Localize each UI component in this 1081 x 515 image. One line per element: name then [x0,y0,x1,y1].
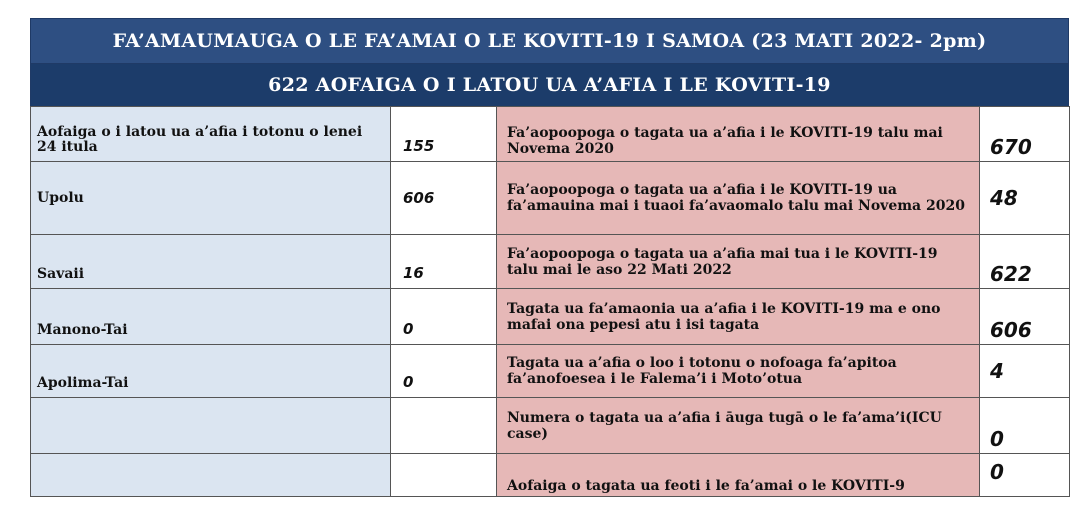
right-value: 0 [980,398,1070,454]
left-label: Manono-Tai [31,289,391,345]
left-value: 0 [391,345,497,398]
table-row [31,107,1070,162]
covid-report [30,18,1069,497]
left-label [31,454,391,497]
table-row [31,398,1070,454]
right-value: 622 [980,235,1070,289]
left-label: Aofaiga o i latou ua a’afia i totonu o lenei 24 itula [31,107,391,162]
right-value: 0 [980,454,1070,497]
left-value: 16 [391,235,497,289]
report-title: FA’AMAUMAUGA O LE FA’AMAI O LE KOVITI-19 I SAMOA (23 MATI 2022- 2pm) [30,18,1069,64]
stats-table [30,106,1070,497]
left-value: 155 [391,107,497,162]
right-label: Fa’aopoopoga o tagata ua a’afia mai tua i le KOVITI-19 talu mai le aso 22 Mati 2022 [497,235,980,289]
right-label: Fa’aopoopoga o tagata ua a’afia i le KOVITI-19 ua fa’amauina mai i tuaoi fa’avaomalo talu mai Novema 2020 [497,162,980,235]
left-label: Savaii [31,235,391,289]
table-row [31,162,1070,235]
table-row [31,235,1070,289]
left-label [31,398,391,454]
left-value: 0 [391,289,497,345]
right-value: 4 [980,345,1070,398]
right-value: 670 [980,107,1070,162]
left-label: Upolu [31,162,391,235]
left-value: 606 [391,162,497,235]
table-row [31,289,1070,345]
right-label: Tagata ua a’afia o loo i totonu o nofoaga fa’apitoa fa’anofoesea i le Falema’i i Moto’otua [497,345,980,398]
right-label: Tagata ua fa’amaonia ua a’afia i le KOVITI-19 ma e ono mafai ona pepesi atu i isi tagata [497,289,980,345]
right-value: 48 [980,162,1070,235]
right-label: Aofaiga o tagata ua feoti i le fa’amai o le KOVITI-9 [497,454,980,497]
table-row [31,454,1070,497]
report-subtitle: 622 AOFAIGA O I LATOU UA A’AFIA I LE KOVITI-19 [30,64,1069,106]
left-label: Apolima-Tai [31,345,391,398]
table-row [31,345,1070,398]
right-value: 606 [980,289,1070,345]
left-value [391,398,497,454]
right-label: Numera o tagata ua a’afia i āuga tugā o le fa’ama’i(ICU case) [497,398,980,454]
right-label: Fa’aopoopoga o tagata ua a’afia i le KOVITI-19 talu mai Novema 2020 [497,107,980,162]
left-value [391,454,497,497]
